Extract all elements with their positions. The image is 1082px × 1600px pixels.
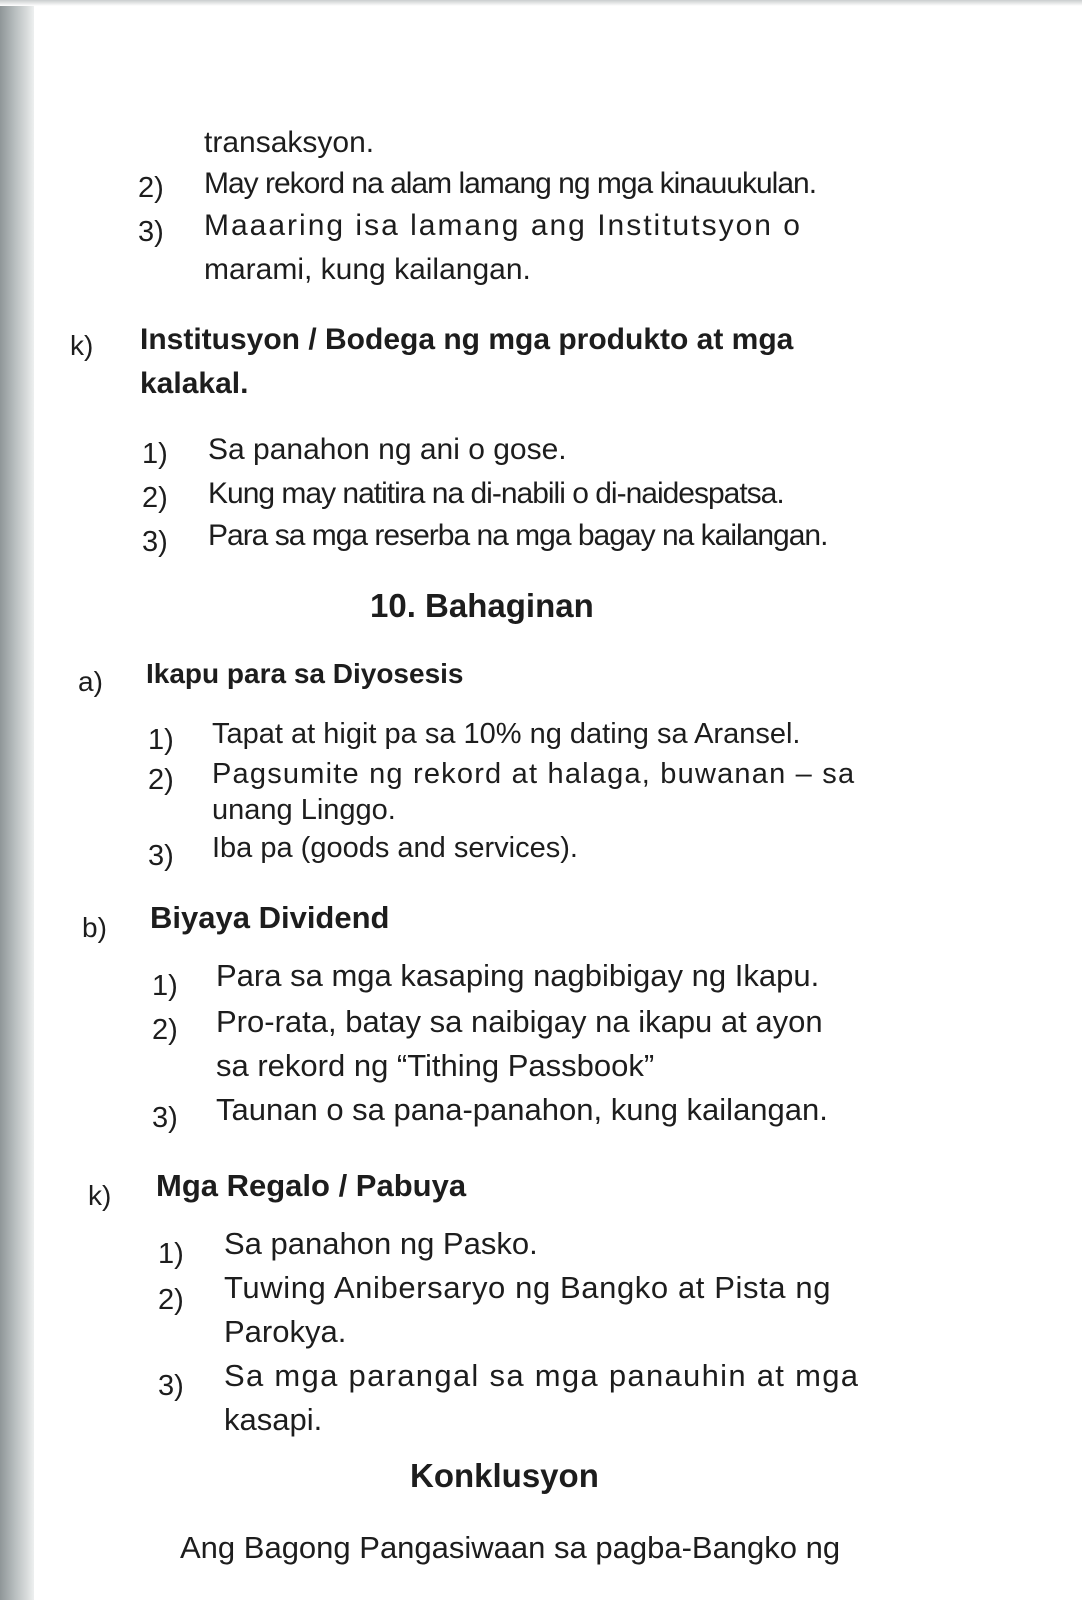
item-number: 3): [148, 840, 174, 872]
item-text: Sa panahon ng Pasko.: [224, 1226, 538, 1261]
item-text-cont: unang Linggo.: [212, 794, 396, 826]
item-number: 3): [138, 216, 164, 248]
item-text: Tapat at higit pa sa 10% ng dating sa Aransel.: [212, 718, 801, 750]
section-marker: b): [82, 912, 107, 943]
item-number: 2): [158, 1284, 184, 1316]
section-title: Biyaya Dividend: [150, 900, 390, 935]
item-text-cont: Parokya.: [224, 1314, 347, 1349]
item-text: Kung may natitira na di-nabili o di-naidespatsa.: [208, 477, 784, 510]
section-title: Ikapu para sa Diyosesis: [146, 658, 464, 689]
item-number: 2): [152, 1014, 178, 1046]
item-number: 2): [138, 172, 164, 204]
closing-line: Ang Bagong Pangasiwaan sa pagba-Bangko ng: [180, 1530, 841, 1565]
item-text-cont: kasapi.: [224, 1402, 323, 1437]
item-number: 2): [148, 764, 174, 796]
item-number: 1): [142, 438, 168, 470]
item-number: 2): [142, 482, 168, 514]
item-number: 3): [142, 526, 168, 558]
item-text: Para sa mga kasaping nagbibigay ng Ikapu.: [216, 958, 820, 993]
section-heading: 10. Bahaginan: [370, 587, 594, 624]
item-text: Iba pa (goods and services).: [212, 832, 578, 864]
section-title: Mga Regalo / Pabuya: [156, 1168, 467, 1203]
section-heading: Konklusyon: [410, 1457, 599, 1494]
item-text: Pro-rata, batay sa naibigay na ikapu at ayon: [216, 1004, 823, 1039]
item-text: Sa mga parangal sa mga panauhin at mga: [224, 1358, 860, 1393]
continuation-line: transaksyon.: [204, 126, 375, 159]
item-text: May rekord na alam lamang ng mga kinauukulan.: [204, 167, 817, 200]
section-title: Institusyon / Bodega ng mga produkto at mga: [140, 323, 794, 356]
item-text-cont: marami, kung kailangan.: [204, 253, 531, 286]
item-number: 3): [158, 1370, 184, 1402]
section-marker: k): [70, 330, 94, 361]
item-text-cont: sa rekord ng “Tithing Passbook”: [216, 1048, 655, 1083]
item-text: Pagsumite ng rekord at halaga, buwanan – sa: [212, 758, 856, 790]
item-text: Taunan o sa pana-panahon, kung kailangan.: [216, 1092, 828, 1127]
item-number: 1): [152, 970, 178, 1002]
item-number: 3): [152, 1102, 178, 1134]
item-text: Sa panahon ng ani o gose.: [208, 433, 567, 466]
section-marker: k): [88, 1180, 112, 1211]
item-text: Tuwing Anibersaryo ng Bangko at Pista ng: [224, 1270, 832, 1305]
item-text: Maaaring isa lamang ang Institutsyon o: [204, 209, 802, 242]
section-marker: a): [78, 666, 103, 697]
item-number: 1): [158, 1238, 184, 1270]
item-number: 1): [148, 724, 174, 756]
section-title-cont: kalakal.: [140, 367, 249, 400]
item-text: Para sa mga reserba na mga bagay na kailangan.: [208, 519, 828, 552]
